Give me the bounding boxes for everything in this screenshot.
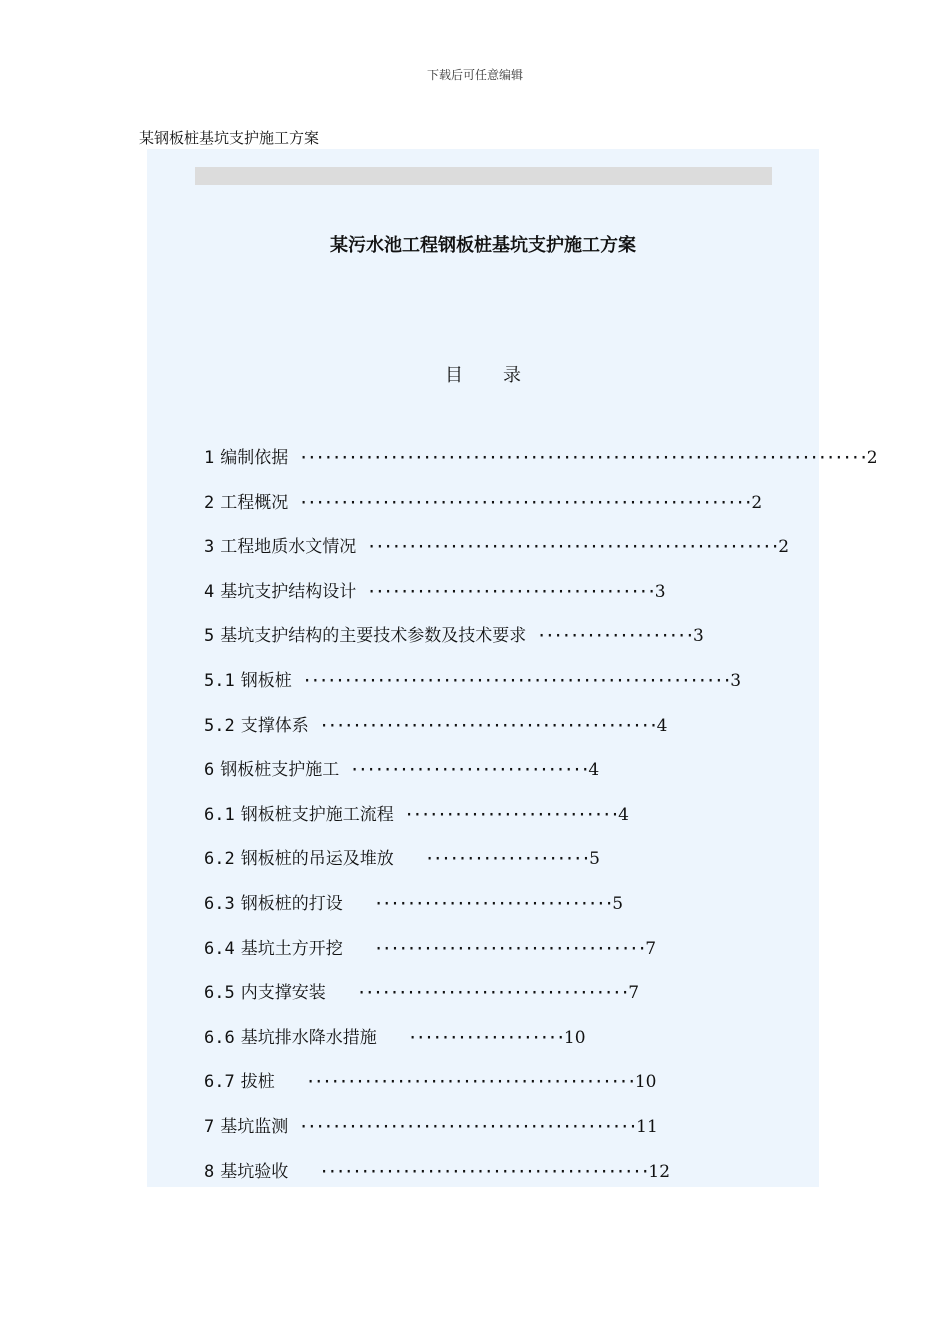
toc-entry-page: 2: [866, 448, 878, 468]
toc-entry-leader: ···································: [366, 582, 655, 602]
toc-entry-label: 编制依据: [220, 448, 289, 468]
toc-entry-leader: ·······················································: [298, 493, 752, 513]
toc-entry-number: 6.1: [204, 805, 235, 825]
toc-entry-leader: ·········································: [298, 1117, 637, 1137]
toc-entry-label: 基坑验收: [220, 1162, 289, 1182]
toc-entry-label: 钢板桩: [240, 671, 292, 691]
toc-entry-leader: ····················: [424, 849, 590, 869]
toc-entry-label: 基坑支护结构设计: [220, 582, 357, 602]
toc-entry-leader: ··························: [403, 805, 619, 825]
toc-entry-leader: ·····························: [349, 760, 589, 780]
toc-entry-page: 3: [692, 626, 704, 646]
toc-entry-number: 5.1: [204, 671, 235, 691]
toc-entry[interactable]: [204, 757, 599, 783]
toc-entry[interactable]: [204, 846, 600, 872]
toc-entry-number: 5.2: [204, 716, 235, 736]
toc-entry-label: 工程概况: [220, 493, 289, 513]
toc-entry-number: 6.6: [204, 1028, 235, 1048]
toc-entry-leader: ···················: [536, 626, 693, 646]
toc-entry-leader: ·····························: [373, 894, 613, 914]
toc-entry[interactable]: [204, 445, 878, 471]
toc-entry-number: 4: [204, 582, 215, 602]
toc-entry-label: 基坑排水降水措施: [240, 1028, 377, 1048]
toc-entry-number: 8: [204, 1162, 215, 1182]
toc-entry[interactable]: [204, 1114, 658, 1140]
toc-entry-page: 3: [654, 582, 666, 602]
toc-entry-page: 2: [778, 537, 790, 557]
decorative-bar: [195, 167, 772, 185]
toc-entry[interactable]: [204, 623, 704, 649]
toc-entry-label: 钢板桩支护施工流程: [240, 805, 394, 825]
toc-entry-page: 5: [612, 894, 624, 914]
toc-entry-page: 7: [645, 939, 657, 959]
header-note: 下载后可任意编辑: [426, 68, 523, 82]
toc-entry[interactable]: [204, 1159, 670, 1185]
toc-entry-leader: ·····································································: [298, 448, 867, 468]
toc-entry[interactable]: [204, 713, 667, 739]
toc-entry-page: 5: [589, 849, 600, 869]
toc-entry[interactable]: [204, 1069, 656, 1095]
toc-entry-page: 4: [618, 805, 629, 825]
toc-entry-number: 2: [204, 493, 215, 513]
toc-entry-page: 10: [563, 1028, 586, 1048]
content-panel: [147, 149, 878, 1187]
toc-entry[interactable]: [204, 579, 666, 605]
toc-entry-page: 10: [634, 1072, 657, 1092]
toc-entry-label: 基坑土方开挖: [240, 939, 343, 959]
toc-entry-page: 12: [648, 1162, 671, 1182]
toc-entry-leader: ···················: [407, 1028, 564, 1048]
toc-entry-page: 2: [751, 493, 763, 513]
toc-entry-label: 支撑体系: [240, 716, 309, 736]
toc-entry[interactable]: [204, 802, 629, 828]
toc-entry-number: 7: [204, 1117, 215, 1137]
toc-entry-leader: ········································: [318, 1162, 649, 1182]
toc-entry-leader: ·································: [373, 939, 646, 959]
toc-entry[interactable]: [204, 1025, 586, 1051]
toc-entry[interactable]: [204, 668, 741, 694]
document-heading: 某钢板桩基坑支护施工方案: [139, 129, 320, 147]
toc-entry[interactable]: [204, 490, 762, 516]
toc-entry[interactable]: [204, 534, 789, 560]
toc-entry-label: 基坑支护结构的主要技术参数及技术要求: [220, 626, 527, 646]
toc-entry-page: 7: [628, 983, 640, 1003]
main-title: 某污水池工程钢板桩基坑支护施工方案: [330, 235, 636, 256]
toc-entry[interactable]: [204, 891, 623, 917]
toc-entry-leader: ·········································: [318, 716, 657, 736]
toc-entry-leader: ··················································: [366, 537, 779, 557]
toc-entry-label: 内支撑安装: [240, 983, 326, 1003]
toc-entry-number: 6.7: [204, 1072, 235, 1092]
toc-entry-leader: ········································: [305, 1072, 635, 1092]
toc-entry-page: 11: [636, 1117, 658, 1137]
toc-entry-number: 3: [204, 537, 215, 557]
toc-entry-label: 基坑监测: [220, 1117, 289, 1137]
toc-entry-label: 钢板桩支护施工: [220, 760, 340, 780]
toc-entry-label: 钢板桩的吊运及堆放: [240, 849, 394, 869]
toc-entry-number: 6.5: [204, 983, 235, 1003]
toc-entry-number: 6: [204, 760, 215, 780]
toc-entry-page: 3: [730, 671, 742, 691]
toc-entry-page: 4: [588, 760, 600, 780]
toc-entry-number: 5: [204, 626, 215, 646]
toc-entry-label: 拔桩: [240, 1072, 275, 1092]
toc-entry-number: 6.4: [204, 939, 235, 959]
toc-entry-leader: ·································: [356, 983, 629, 1003]
toc-entry-label: 工程地质水文情况: [220, 537, 357, 557]
toc-entry-label: 钢板桩的打设: [240, 894, 343, 914]
toc-entry-number: 6.3: [204, 894, 235, 914]
toc-entry[interactable]: [204, 936, 656, 962]
toc-entry-leader: ····················································: [301, 671, 731, 691]
toc-heading: 目录: [445, 365, 561, 386]
toc-entry-page: 4: [656, 716, 668, 736]
toc-entry[interactable]: [204, 980, 639, 1006]
toc-entry-number: 1: [204, 448, 215, 468]
toc-entry-number: 6.2: [204, 849, 235, 869]
